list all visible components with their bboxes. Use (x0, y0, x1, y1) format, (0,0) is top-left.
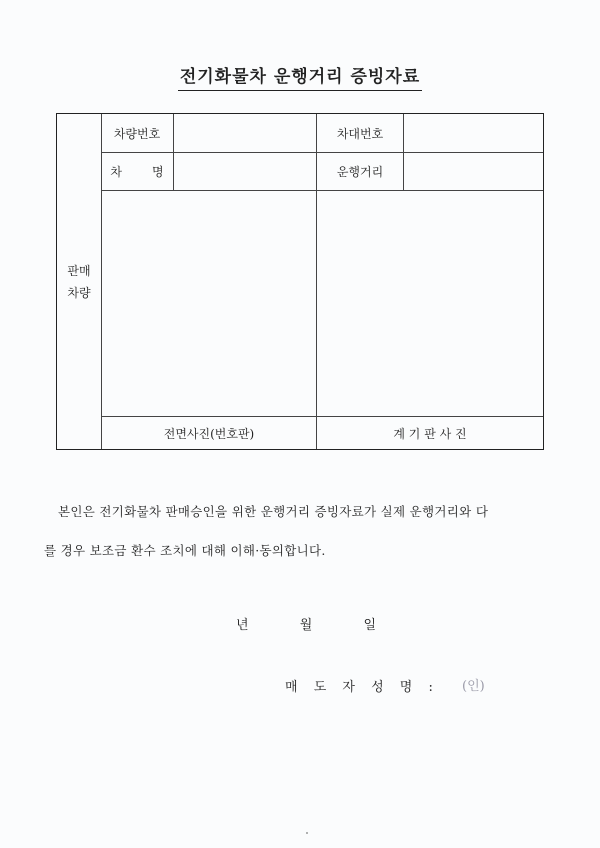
date-month-label: 월 (299, 618, 313, 633)
sales-vehicle-label-line1: 판매 (67, 263, 91, 278)
front-photo-caption: 전면사진(번호판) (163, 426, 255, 441)
mileage-label: 운행거리 (336, 165, 384, 179)
chassis-number-field[interactable] (404, 114, 543, 152)
signature-date (236, 614, 376, 633)
date-year-label: 년 (236, 618, 249, 633)
document-title-text: 전기화물차 운행거리 증빙자료 (178, 67, 422, 91)
vehicle-name-label-char2: 명 (152, 165, 164, 179)
scan-speck (306, 832, 308, 834)
vehicle-number-field[interactable] (174, 114, 316, 152)
mileage-field[interactable] (404, 153, 543, 190)
seller-name-label: 매 도 자 성 명 : (285, 680, 439, 695)
date-day-label: 일 (363, 618, 376, 633)
sales-vehicle-label (57, 114, 101, 449)
vehicle-name-field[interactable] (174, 153, 316, 190)
dashboard-photo-caption: 계 기 판 사 진 (393, 426, 467, 441)
chassis-number-label: 차대번호 (336, 126, 384, 141)
consent-statement-line2: 를 경우 보조금 환수 조치에 대해 이해·동의합니다. (44, 543, 326, 558)
document-title (0, 62, 600, 87)
vehicle-name-label-char1: 차 (110, 165, 122, 179)
vehicle-number-label: 차량번호 (113, 126, 161, 141)
vehicle-info-table (56, 113, 544, 450)
front-photo-area[interactable] (102, 191, 316, 416)
sales-vehicle-label-line2: 차량 (67, 285, 91, 300)
consent-statement-line1: 본인은 전기화물차 판매승인을 위한 운행거리 증빙자료가 실제 운행거리와 다 (58, 504, 489, 519)
vehicle-name-label (101, 153, 173, 190)
dashboard-photo-area[interactable] (317, 191, 543, 416)
seal-mark: (인) (462, 679, 485, 694)
